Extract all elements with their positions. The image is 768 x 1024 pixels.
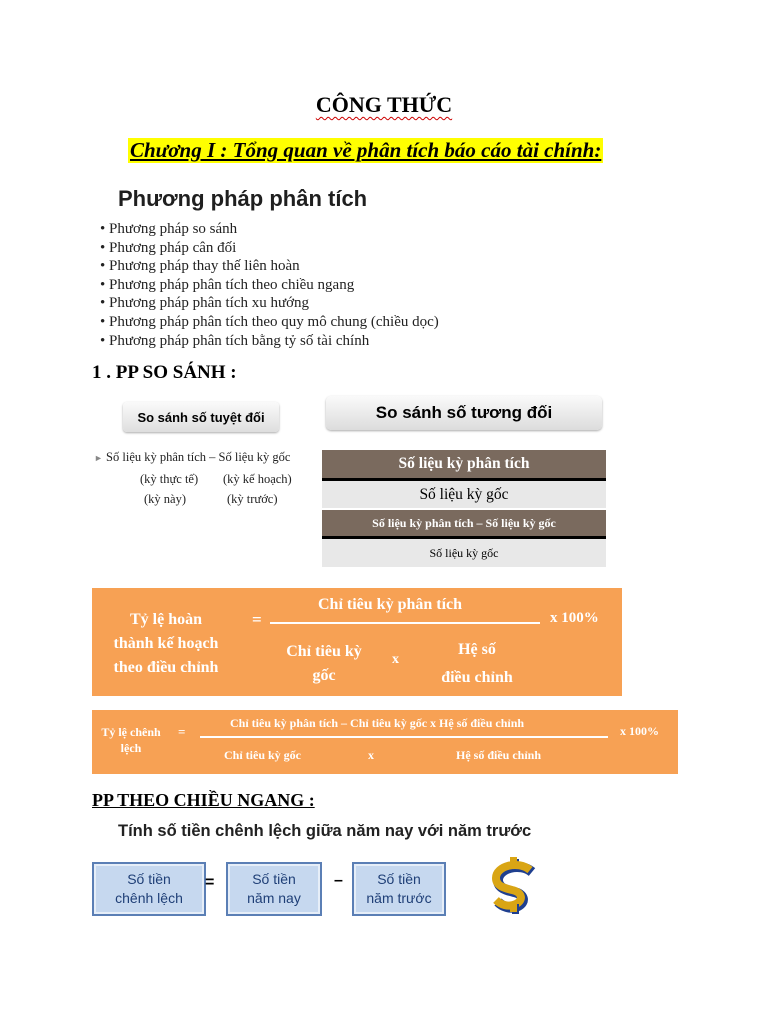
box-this-year-line1: Số tiền — [252, 871, 296, 887]
arrow-bullet-icon: ► — [94, 453, 103, 463]
formula1-den-right-2: điều chỉnh — [441, 669, 513, 686]
formula2-numerator: Chỉ tiêu kỳ phân tích – Chỉ tiêu kỳ gốc x Hệ số điều chỉnh — [230, 716, 525, 730]
formula1-den-left-2: gốc — [312, 667, 336, 684]
formula2-lhs-1: Tỷ lệ chênh — [101, 725, 161, 739]
list-item: • Phương pháp phân tích bằng tỷ số tài chính — [100, 332, 439, 351]
formula2-times: x — [368, 748, 374, 762]
absolute-formula — [94, 450, 290, 465]
relative-denominator-1: Số liệu kỳ gốc — [322, 481, 606, 508]
list-item: • Phương pháp cân đối — [100, 239, 439, 258]
box-this-year — [226, 862, 322, 916]
page-title: CÔNG THỨC — [315, 92, 453, 117]
formula2-equals: = — [178, 724, 186, 739]
absolute-comparison-label: So sánh số tuyệt đối — [123, 402, 279, 432]
list-item: • Phương pháp so sánh — [100, 220, 439, 239]
formula1-times: x — [392, 652, 399, 667]
fraction-bar — [270, 622, 540, 624]
absolute-note-2a: (kỳ này) — [144, 492, 186, 506]
formula2-den-left: Chỉ tiêu kỳ gốc — [224, 748, 302, 762]
box-difference-line1: Số tiền — [127, 871, 171, 887]
formula1-den-right-1: Hệ số — [458, 641, 496, 658]
formula1-den-left-1: Chỉ tiêu kỳ — [286, 643, 362, 660]
section1-heading: 1 . PP SO SÁNH : — [92, 362, 237, 383]
absolute-note-2b: (kỳ trước) — [227, 492, 278, 506]
box-last-year-line1: Số tiền — [377, 871, 421, 887]
relative-comparison-label: So sánh số tương đối — [326, 396, 602, 430]
fraction-bar — [200, 736, 608, 738]
box-difference — [92, 862, 206, 916]
formula2-multiplier: x 100% — [620, 724, 659, 738]
minus-sign: – — [334, 872, 343, 889]
list-item: • Phương pháp phân tích theo quy mô chung (chiều dọc) — [100, 313, 439, 332]
equals-sign: = — [205, 874, 215, 891]
section2-subheading: Tính số tiền chênh lệch giữa năm nay với năm trước — [118, 822, 532, 840]
formula1-lhs-3: theo điều chỉnh — [113, 659, 219, 676]
formula2-lhs-2: lệch — [120, 741, 142, 755]
absolute-formula-text: Số liệu kỳ phân tích – Số liệu kỳ gốc — [106, 450, 291, 464]
dollar-icon — [488, 856, 540, 916]
box-this-year-line2: năm nay — [247, 890, 301, 906]
formula1-lhs-2: thành kế hoạch — [113, 635, 219, 652]
formula1-multiplier: x 100% — [550, 610, 599, 626]
box-difference-line2: chênh lệch — [115, 890, 183, 906]
absolute-note-1b: (kỳ kế hoạch) — [223, 472, 292, 486]
relative-numerator-2: Số liệu kỳ phân tích – Số liệu kỳ gốc — [322, 510, 606, 536]
list-item: • Phương pháp phân tích theo chiều ngang — [100, 276, 439, 295]
formula1-numerator: Chỉ tiêu kỳ phân tích — [318, 596, 463, 613]
formula1-box — [92, 588, 622, 696]
formula1-equals: = — [252, 610, 262, 629]
formula2-den-right: Hệ số điều chỉnh — [456, 748, 542, 762]
box-last-year — [352, 862, 446, 916]
absolute-note-1a: (kỳ thực tế) — [140, 472, 199, 486]
box-last-year-line2: năm trước — [366, 890, 432, 906]
list-item: • Phương pháp thay thế liên hoàn — [100, 257, 439, 276]
chapter-title: Chương I : Tổng quan về phân tích báo cáo tài chính: — [130, 138, 602, 162]
section2-heading: PP THEO CHIỀU NGANG : — [92, 790, 315, 810]
relative-denominator-2: Số liệu kỳ gốc — [322, 539, 606, 567]
relative-numerator-1: Số liệu kỳ phân tích — [322, 450, 606, 478]
formula1-lhs-1: Tỷ lệ hoàn — [129, 611, 202, 628]
formula2-box — [92, 710, 678, 774]
methods-heading: Phương pháp phân tích — [118, 186, 368, 211]
methods-list — [100, 220, 439, 350]
list-item: • Phương pháp phân tích xu hướng — [100, 294, 439, 313]
